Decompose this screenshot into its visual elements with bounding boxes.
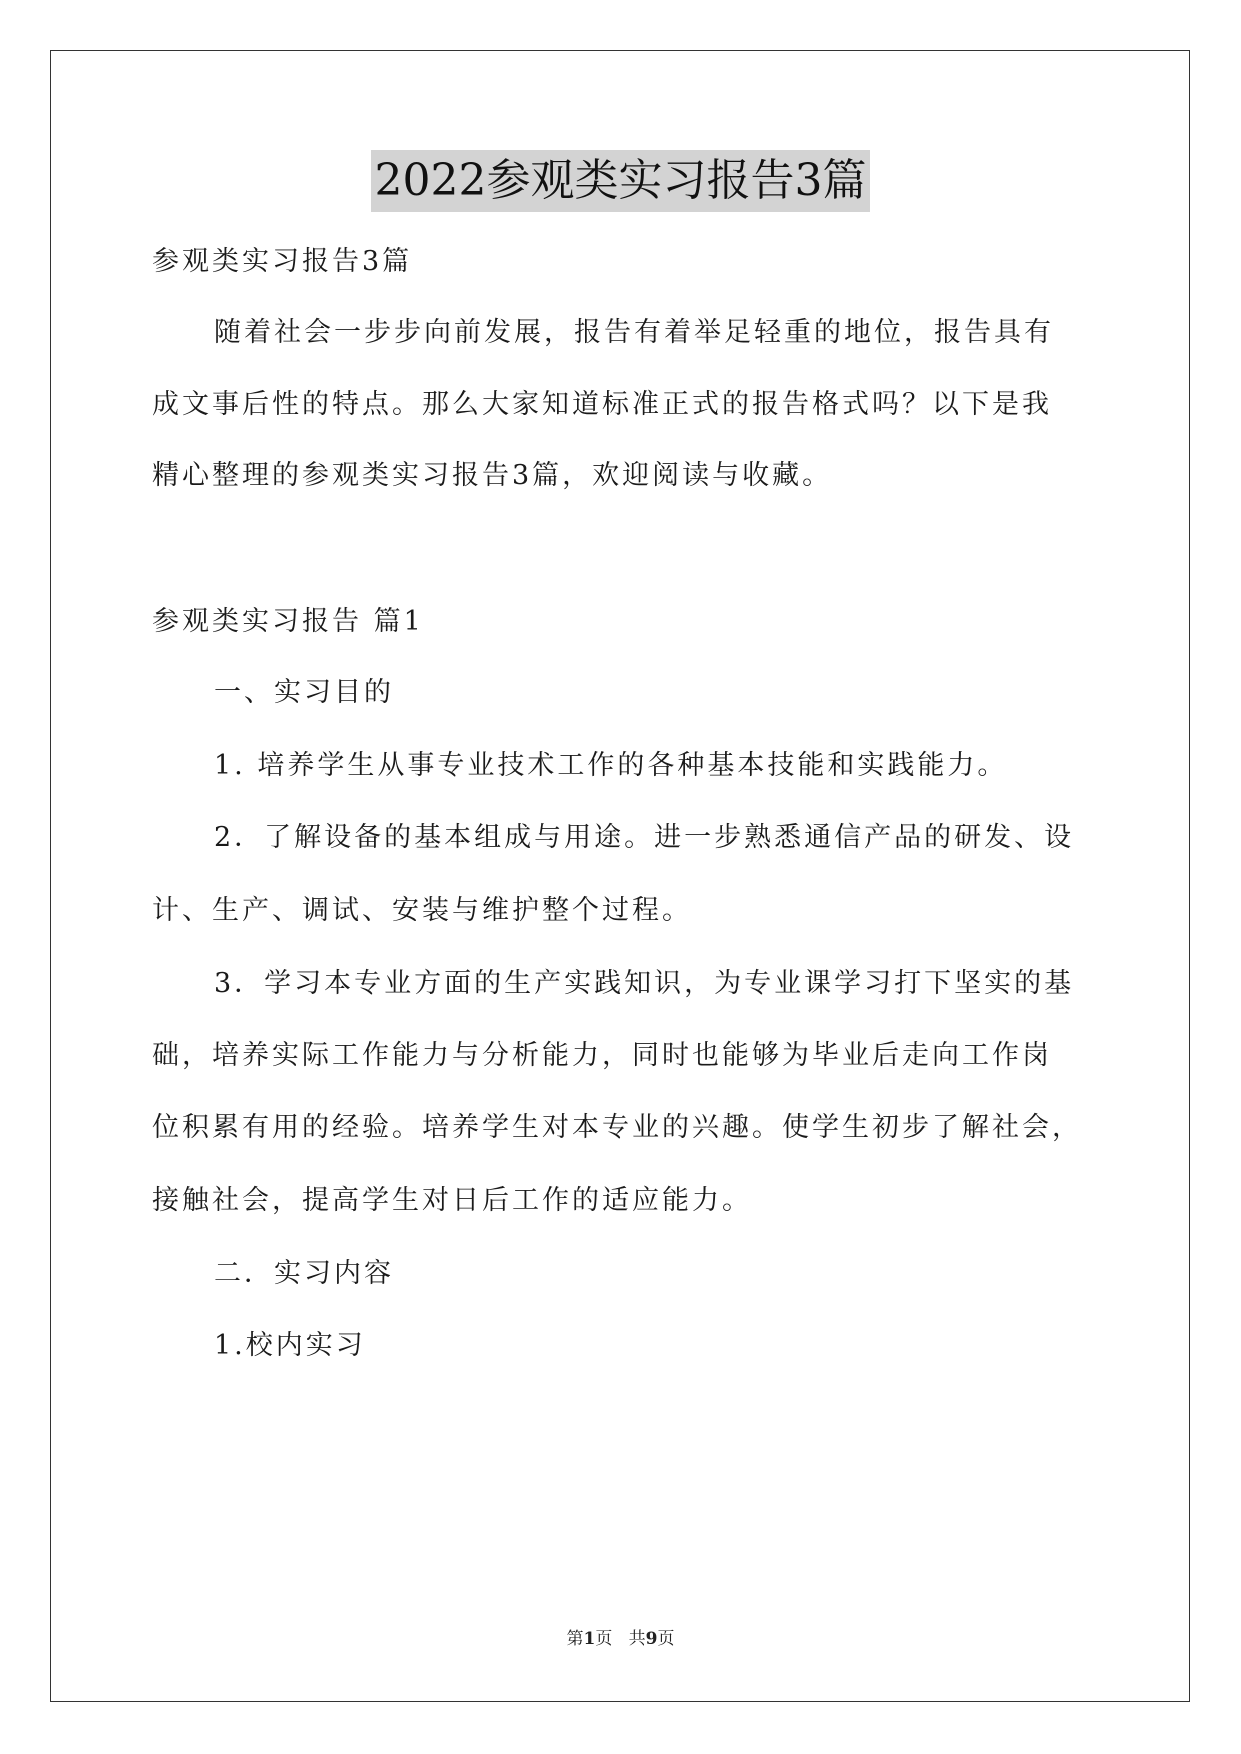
page-border [50,50,1190,1702]
page-suffix: 页 [595,1629,613,1649]
intro-paragraph-line-1: 随着社会一步步向前发展，报告有着举足轻重的地位，报告具有 [214,317,1054,348]
subsection-heading-content: 二．实习内容 [214,1258,394,1289]
page-footer [0,1624,1241,1649]
content-item-1: 1.校内实习 [214,1330,366,1361]
purpose-item-1: 1. 培养学生从事专业技术工作的各种基本技能和实践能力。 [214,750,1008,781]
page-number: 1 [583,1629,596,1649]
title-container [0,150,1241,212]
subsection-heading-purpose: 一、实习目的 [214,677,394,708]
document-title: 2022参观类实习报告3篇 [371,150,871,212]
purpose-item-3-line-4: 接触社会，提高学生对日后工作的适应能力。 [152,1185,752,1216]
purpose-item-3-line-2: 础，培养实际工作能力与分析能力，同时也能够为毕业后走向工作岗 [152,1040,1052,1071]
page-prefix: 第 [566,1629,584,1649]
total-prefix: 共 [628,1629,646,1649]
intro-paragraph-line-3: 精心整理的参观类实习报告3篇，欢迎阅读与收藏。 [152,460,833,491]
purpose-item-3-line-3: 位积累有用的经验。培养学生对本专业的兴趣。使学生初步了解社会， [152,1112,1082,1143]
purpose-item-3-line-1: 3．学习本专业方面的生产实践知识，为专业课学习打下坚实的基 [214,968,1075,999]
intro-paragraph-line-2: 成文事后性的特点。那么大家知道标准正式的报告格式吗？以下是我 [152,389,1052,420]
section-heading-1: 参观类实习报告 篇1 [152,606,424,637]
total-suffix: 页 [657,1629,675,1649]
total-pages: 9 [645,1629,658,1649]
purpose-item-2-line-1: 2．了解设备的基本组成与用途。进一步熟悉通信产品的研发、设 [214,822,1075,853]
subtitle-line: 参观类实习报告3篇 [152,246,413,277]
purpose-item-2-line-2: 计、生产、调试、安装与维护整个过程。 [152,895,692,926]
